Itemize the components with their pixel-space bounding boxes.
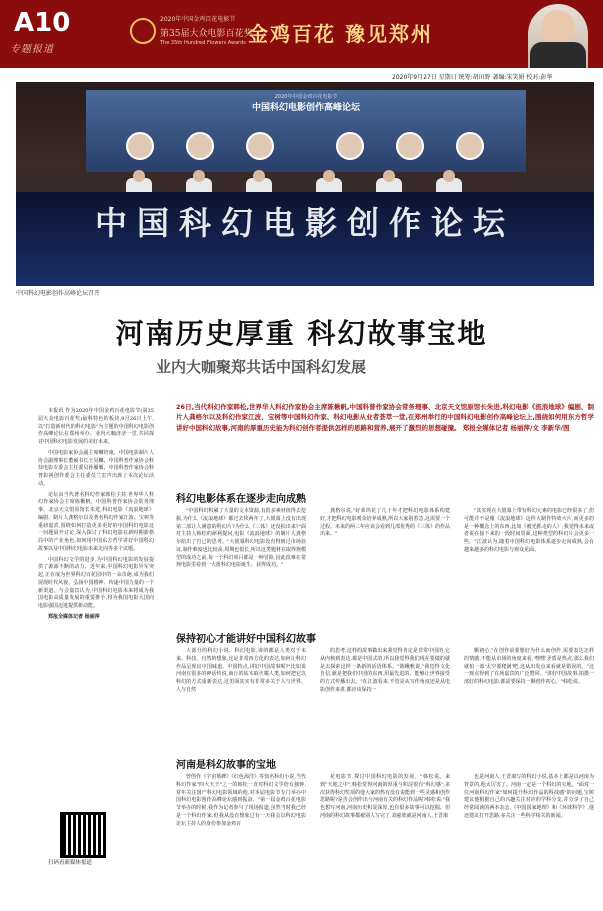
headline: 河南历史厚重 科幻故事宝地 [115,317,488,350]
body-paragraph: 颗初心,"在创作前要想好为什么而创作,需要表达怎样的情感,不能从市场的角度来看,'嘿嘿'矛盾是热点,那么我们就拍一部'太空要爬满'吧,这从出发点来看就是错误的。"这一观点得到了在场嘉宾的广泛赞同。"讲好中国故事,拍摄一部好的科幻电影,都需要保持一颗创作初心。"韩松说。 [464,648,594,685]
sidebar-paragraph: 中国电影家协会副主席喇培康、中国电影制片人协会副理事长董硕书长王昊麟、中国科普作家协会科技电影专委会主任委员孙雁雁、中国科普作家协会科普影视创作委会主任委员兰宏声出席了本次论坛活动。 [38,449,154,487]
festival-name-line2: 第35届大众电影百花奖 [160,29,253,39]
guest-portrait [186,132,214,160]
section-heading: 河南是科幻故事的宝地 [176,760,276,771]
photo-caption: 中国科幻电影创作高峰论坛召开 [16,290,101,297]
guest-figure [193,170,205,182]
guest-portrait [396,132,424,160]
guest-figure [133,170,145,182]
body-column [176,508,306,572]
screen-subtitle: 2020年中国金鸡百花电影节 [274,94,338,100]
page-number: A10 [14,8,71,38]
section-label: 专题报道 [10,44,54,55]
body-column [176,774,306,830]
forum-photo [16,82,594,286]
guest-portrait [336,132,364,160]
body-column [464,648,594,689]
body-paragraph: 龚格尔说,"好莱坞花了几十年才把科幻电影体系构建好,才把科幻电影观众培养成熟,所以大家别着急,这需要一个过程。未来的两三年应该会看到几部优秀的《三体》的作品出来。" [320,508,451,538]
guest-figure [383,170,395,182]
body-paragraph: 大部分的科幻小说、科幻电影,讲的都是人类对于未来、科技、自然的想象,这是非常西方化的表达,如何让科幻作品呈现出中国味道、中国特点,讲好中国故事呢?"比如说河南有很多的神话传说,商丘的钻木取火耀人类,如何把它以科幻的方式重新表达,这里面其实有非常多关于人与世界、人与自然 [176,648,306,693]
body-paragraph: "中国科幻积累了大量的文本资源,有很多素材值得去挖掘,为什么《流浪地球》都过去快两年了,大银幕上没有出现第二部让人满意的科幻片?为什么《三体》还没拍出来?"面对主持人韩松的犀利提问,电影《流浪地球》的制片人龚格尔给出了自己的思考。"大银幕科幻电影没有得到过市场验证,制作难度也比较高,周期也很长,所以这类题材在取得规模型的成功之前,每一个科幻项目都是一种冒险,因此很难在常规电影里看到一大批科幻电影诞生、获得成功。" [176,508,306,569]
body-column [464,508,594,557]
festival-logo-icon [130,18,156,44]
festival-name-line3: The 35th Hundred Flowers Awards [160,40,246,46]
sidebar-paragraph: 论坛由当代著名科幻作家韩松主持,世界华人科幻作家协会主席陈楸帆、中国科普作家协会常务理事、北京天文馆原馆长朱进,科幻电影《流浪地球》编剧、制片人龚格尔以及著名科幻作家江波、宝树等重磅嘉宾,围绕如何打造更多更好的中国科幻电影这一问题展开讨论,深入探讨了科幻电影在新时期新格局中的产业角色,如何用中国东方哲学讲好中国科幻故事以及中国科幻电影未来走向等多个议题。 [38,491,154,552]
ambassador-face [541,10,575,44]
body-paragraph: "其实现在大银幕上带有科幻元素的电影已经很多了,但可能并不是像《流浪地球》这样大制作特效大片,而更多的是一种概念上的东西,比如《被光抓走的人》,我觉得未来或者说在接下来的一段时间里面,这种类型的科幻片会更多一些。"江波认为,随着中国科幻电影体系逐步走向成熟,会有越来越多的科幻电影与观众见面。 [464,508,594,553]
festival-name-line1: 2020年中国金鸡百花电影节 [160,16,236,23]
body-column [464,774,594,823]
sidebar-paragraph: 本报讯 作为2020年中国金鸡百花电影节(第35届大众电影百花奖)最科特色的板块,9月26日上午,以"打造新时代的科幻电影"为主题的中国科幻电影创作高峰论坛在郑州举办。业内大咖济济一堂,共同探讨中国科幻电影发展的美好未来。 [38,408,154,445]
body-paragraph: 曾创作《宇宙墓碑》《红色海洋》等知名科幻小说,当代科幻作家"四大天王"之一的韩松一直对科幻文学倍有独钟,常年关注国产科幻电影领域的他,对本届电影节专门举办中国科幻电影创作高峰论坛感到振奋。"第一届金鸡百花电影节举办的时候,我作为记者参与了现场报道,虽然当时我已经是一个科幻作家,但我从没有想象过有一天我会以科幻电影论坛主持人的身份参加金鸡百 [176,774,306,827]
screen-title: 中国科幻电影创作高峰论坛 [251,103,360,113]
sidebar-byline: 郑报全媒体记者 杨丽萍 [48,613,100,620]
sidebar-paragraph: 中国科幻文学的进步,为中国科幻电影的发展提供了源源不断的动力。近年来,中国科幻电影异军突起,正在成为世界科幻百花园中的一朵奇葩,成为我们展现时代风貌、弘扬中国精神、传递中国力量的一个新渠道。与会嘉宾认为,中国科幻电影未来将成为我国电影高质量发展的重要推手,将为我国电影大国向电影强国迈进提供新动能。 [38,556,154,609]
guest-figure [443,170,455,182]
body-column [176,648,306,697]
guest-figure [323,170,335,182]
body-column [320,508,450,541]
section-heading: 科幻电影体系在逐步走向成熟 [176,494,306,505]
dateline: 2020年9月27日 星期日 统筹:胡田野 著编:宋笑娟 校对:彭华 [392,74,553,81]
masthead-slogan: 金鸡百花 豫见郑州 [248,22,433,46]
subheadline: 业内大咖聚郑共话中国科幻发展 [156,358,367,376]
body-paragraph: 花电影节,探讨中国科幻电影的发展。"韩松说。来到"天地之中",韩松觉得河南的厚重与积淀很有"科幻感",多次获得科幻奖项的他大家的热有没有说能到一些灵感和创作思路呢?是否会创作出与河南有关的科幻作品呢?韩松说:"我也想写河南,河南历史积淀深厚,也有很多故事可以挖掘。但河南的科幻故事都被别人写完了,刘慈欣就是河南人,王晋康 [320,774,451,819]
qr-caption: 扫码看新媒体报道 [48,860,93,866]
stage-screen [86,90,526,172]
sidebar-article [38,408,154,625]
body-column [320,648,450,697]
section-heading: 保持初心才能讲好中国科幻故事 [176,634,316,645]
stage-lettering: 中国科幻电影创作论坛 [94,204,515,242]
body-paragraph: 也是河南人,王晋康写的科幻小说,基本上都是以河南为背景的,他太厉害了。河南一定是一个科幻的宝地。"面对一位河南科幻作家"如何提升科幻作品的科技感"的问题,宝树建议他根据自己的兴趣关注对应的学科分支,并分享了自己经常阅读的两本杂志,《中国国家地理》和《环球科学》,他还建议打开思路,多关注一些科学相关的新闻。 [464,774,594,819]
guest-figure [253,170,265,182]
guest-portrait [126,132,154,160]
qr-code[interactable] [60,812,106,858]
guest-portrait [456,132,484,160]
lead-paragraph: 26日,当代科幻作家韩松,世界华人科幻作家协会主席陈楸帆,中国科普作家协会常务理事、北京天文馆原馆长朱进,科幻电影《流浪地球》编剧、制片人龚格尔以及科幻作家江波、宝树等中国科幻作家、科幻电影从业者荟萃一堂,在郑州举行的中国科幻电影创作高峰论坛上,围绕如何用东方哲学讲好中国科幻故事,河南的厚重历史能为科幻创作者提供怎样的思路和营养,展开了激烈的思想碰撞。 郑报全媒体记者 杨丽萍/文 李新华/图 [176,403,594,432]
body-column [320,774,450,823]
body-paragraph: 的思考,这样的故事做出来我觉得肯定是非常中国的,它从内核到表达,都是中国式的,所以我觉得我们现在要做的就是去探索这样一条新的话语体系。"陈楸帆说,"我觉得文化自信,就是把我们中国的东西,用最先进的、能够让世界接受的方式传播出去。"在江波看来,不管是从写作角度还是从电影创作来讲,都应该保持一 [320,648,450,693]
guest-portrait [246,132,274,160]
ambassador-suit [530,42,586,68]
